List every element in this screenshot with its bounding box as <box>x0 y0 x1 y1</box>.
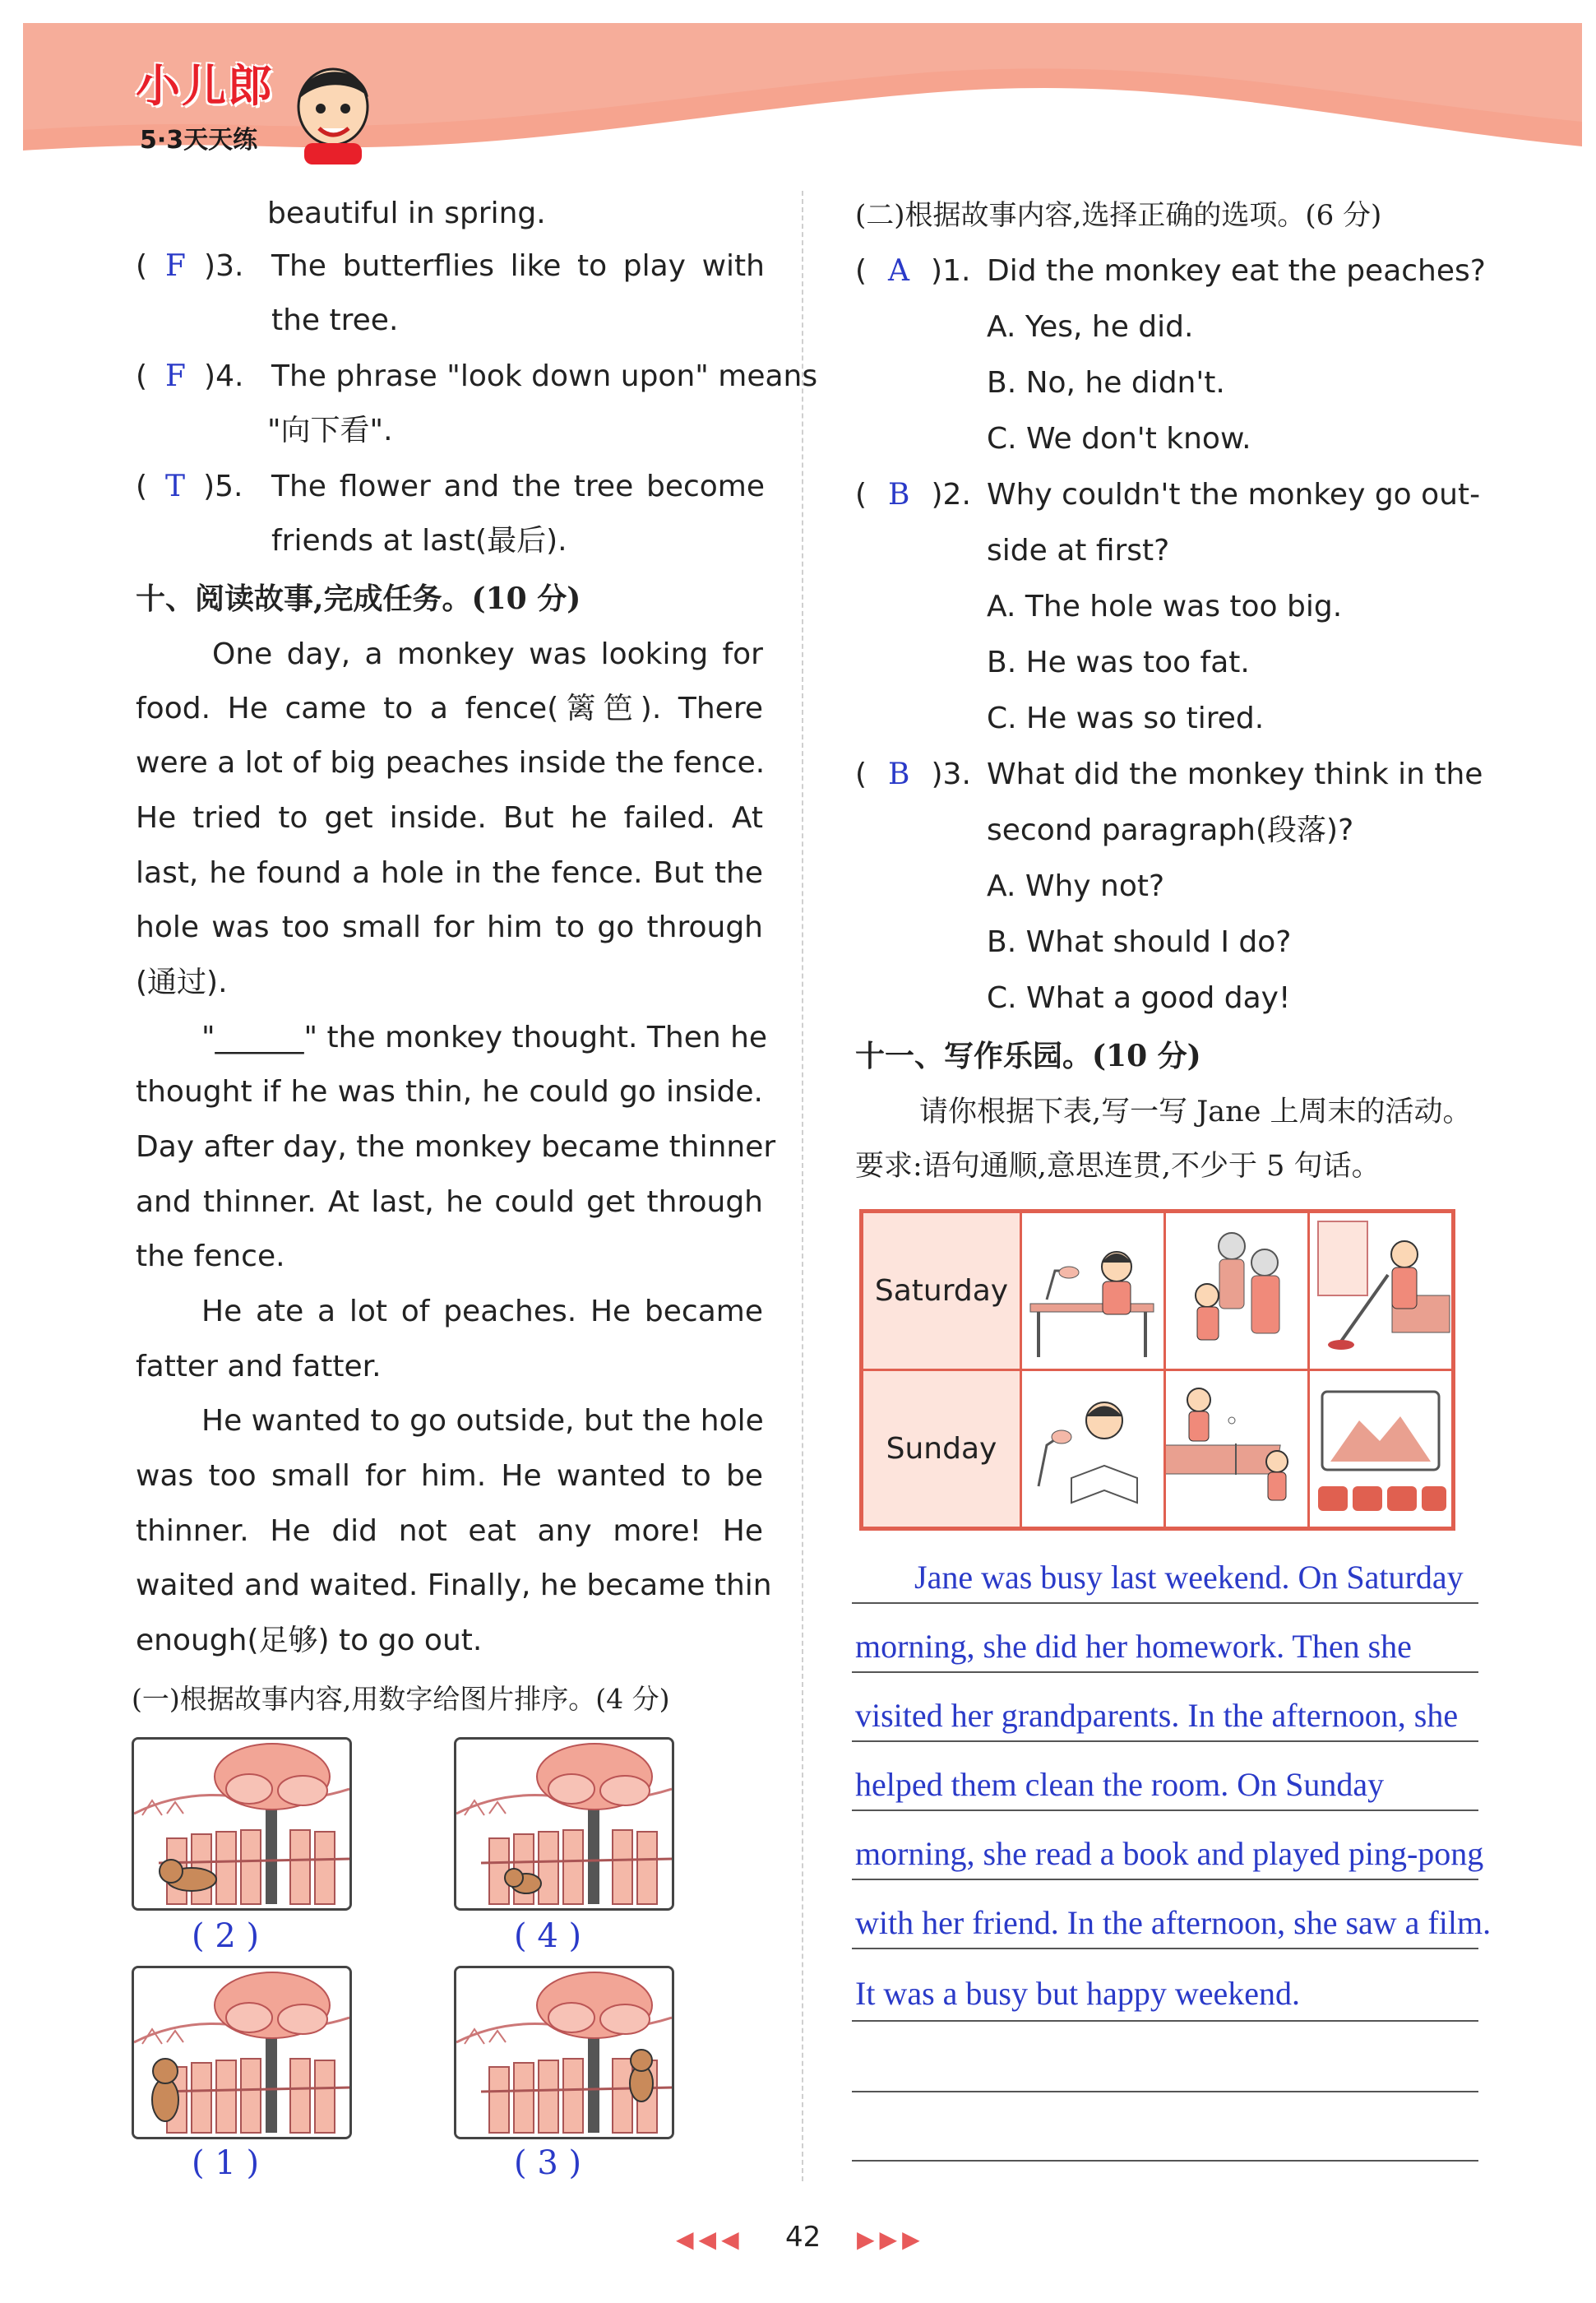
story-line: were a lot of big peaches inside the fence. <box>136 746 766 780</box>
tf-number: )3. <box>204 249 244 283</box>
mc-question-text-cont: side at first? <box>987 534 1170 568</box>
q2-continued-text: beautiful in spring. <box>267 197 546 230</box>
story-picture <box>454 1966 674 2139</box>
story-picture <box>132 1966 352 2139</box>
picture-order-label[interactable]: ( 4 ) <box>514 1917 582 1955</box>
writing-line[interactable]: It was a busy but happy weekend. <box>855 1975 1300 2012</box>
mc-question-text: What did the monkey think in the <box>987 758 1483 791</box>
next-arrows-icon: ▶▶▶ <box>857 2226 925 2253</box>
writing-rule <box>852 1879 1478 1880</box>
activity-cell <box>1165 1370 1309 1529</box>
story-line: He tried to get inside. But he failed. At <box>136 801 763 835</box>
monkey-icon <box>630 2050 653 2101</box>
mc-number: )1. <box>931 254 971 288</box>
tf-question: The butterflies like to play with <box>271 249 765 283</box>
writing-rule <box>852 2091 1478 2092</box>
ping-pong-icon <box>1166 1371 1307 1523</box>
homework-icon <box>1022 1213 1163 1365</box>
day-cell: Sunday <box>862 1370 1021 1529</box>
section-11-title: 十一、写作乐园。(10 分) <box>855 1039 1201 1073</box>
mc-option[interactable]: C. He was so tired. <box>987 702 1265 735</box>
writing-line[interactable]: visited her grandparents. In the afternoon, she <box>855 1697 1459 1734</box>
mc-answer[interactable]: A <box>888 254 910 288</box>
writing-rule <box>852 1948 1478 1949</box>
day-cell: Saturday <box>862 1212 1021 1370</box>
writing-rule <box>852 2020 1478 2022</box>
writing-rule <box>852 2160 1478 2162</box>
table-row <box>862 1212 1454 1370</box>
writing-instructions: 请你根据下表,写一写 Jane 上周末的活动。 <box>919 1096 1472 1128</box>
column-divider <box>802 191 803 2181</box>
activity-cell <box>1165 1212 1309 1370</box>
brand-logo: 小儿郎 <box>136 60 274 112</box>
activity-cell <box>1021 1212 1165 1370</box>
page-number: 42 <box>785 2221 821 2254</box>
tf-question-cont: the tree. <box>271 304 399 337</box>
story-line: (通过). <box>136 966 228 999</box>
writing-line[interactable]: morning, she read a book and played ping-pong <box>855 1835 1484 1872</box>
tf-number: )5. <box>203 470 243 503</box>
mc-number: )3. <box>931 758 971 791</box>
grandparents-icon <box>1166 1213 1307 1365</box>
mc-question-text: Did the monkey eat the peaches? <box>987 254 1486 288</box>
cleaning-icon <box>1310 1213 1451 1365</box>
monkey-icon <box>152 2059 178 2121</box>
story-line: He ate a lot of peaches. He became <box>201 1295 763 1328</box>
picture-order-label[interactable]: ( 2 ) <box>192 1917 260 1955</box>
tf-question: The phrase "look down upon" means <box>271 359 818 393</box>
writing-rule <box>852 1602 1478 1604</box>
mc-option[interactable]: A. The hole was too big. <box>987 590 1343 623</box>
story-picture <box>454 1737 674 1911</box>
task-2-title: (二)根据故事内容,选择正确的选项。(6 分) <box>855 199 1382 232</box>
reading-icon <box>1022 1371 1163 1523</box>
writing-line[interactable]: Jane was busy last weekend. On Saturday <box>914 1559 1464 1596</box>
monkey-squeezing-picture <box>456 1740 672 1908</box>
mc-option[interactable]: A. Yes, he did. <box>987 310 1194 344</box>
monkey-in-tree-picture <box>456 1968 672 2137</box>
story-line: food. He came to a fence(篱笆). There <box>136 692 763 725</box>
tf-question-cont: friends at last(最后). <box>271 524 567 558</box>
monkey-lying-picture <box>134 1740 349 1908</box>
writing-line[interactable]: helped them clean the room. On Sunday <box>855 1766 1385 1803</box>
writing-rule <box>852 1671 1478 1673</box>
activity-table <box>859 1209 1455 1531</box>
story-line: One day, a monkey was looking for <box>212 637 763 671</box>
writing-line[interactable]: with her friend. In the afternoon, she saw a film. <box>855 1904 1492 1941</box>
story-line: thinner. He did not eat any more! He <box>136 1514 763 1548</box>
mc-question-text-cont: second paragraph(段落)? <box>987 813 1354 847</box>
story-line-blank[interactable]: "______" the monkey thought. Then he <box>201 1021 768 1054</box>
mc-question-text: Why couldn't the monkey go out- <box>987 478 1481 512</box>
section-10-title: 十、阅读故事,完成任务。(10 分) <box>136 582 581 616</box>
mc-answer[interactable]: B <box>888 478 910 512</box>
writing-requirements: 要求:语句通顺,意思连贯,不少于 5 句话。 <box>855 1150 1381 1183</box>
mc-option[interactable]: B. What should I do? <box>987 925 1292 959</box>
series-name: 5·3天天练 <box>140 126 258 155</box>
story-line: fatter and fatter. <box>136 1350 382 1383</box>
task-1-title: (一)根据故事内容,用数字给图片排序。(4 分) <box>132 1683 670 1715</box>
story-line: Day after day, the monkey became thinner <box>136 1130 776 1164</box>
story-line: enough(足够) to go out. <box>136 1624 483 1657</box>
activity-cell <box>1021 1370 1165 1529</box>
story-line: was too small for him. He wanted to be <box>136 1459 763 1493</box>
story-line: waited and waited. Finally, he became thin <box>136 1569 772 1602</box>
activity-cell <box>1309 1370 1454 1529</box>
mc-option[interactable]: B. No, he didn't. <box>987 366 1225 400</box>
story-line: the fence. <box>136 1240 285 1273</box>
tf-answer[interactable]: F <box>165 249 187 283</box>
writing-line[interactable]: morning, she did her homework. Then she <box>855 1628 1412 1665</box>
story-line: and thinner. At last, he could get through <box>136 1185 763 1219</box>
tf-answer[interactable]: F <box>165 359 187 393</box>
tf-answer[interactable]: T <box>165 470 186 503</box>
activity-cell <box>1309 1212 1454 1370</box>
monkey-outside-picture <box>134 1968 349 2137</box>
mc-answer[interactable]: B <box>888 758 910 791</box>
mc-option[interactable]: B. He was too fat. <box>987 646 1250 679</box>
tf-question-cont: "向下看". <box>267 414 393 447</box>
writing-rule <box>852 1740 1478 1742</box>
story-line: thought if he was thin, he could go inside. <box>136 1075 763 1109</box>
mc-number: )2. <box>931 478 971 512</box>
cinema-icon <box>1310 1371 1451 1523</box>
mc-option[interactable]: A. Why not? <box>987 869 1165 903</box>
picture-order-label[interactable]: ( 1 ) <box>192 2144 260 2182</box>
story-picture <box>132 1737 352 1911</box>
story-line: last, he found a hole in the fence. But the <box>136 856 763 890</box>
tf-number: )4. <box>204 359 244 393</box>
mc-option[interactable]: C. What a good day! <box>987 981 1291 1015</box>
prev-arrows-icon: ◀◀◀ <box>676 2226 744 2253</box>
table-row <box>862 1370 1454 1529</box>
mascot-boy-icon <box>288 58 378 164</box>
mc-option[interactable]: C. We don't know. <box>987 422 1251 456</box>
story-line: He wanted to go outside, but the hole <box>201 1404 764 1438</box>
picture-order-label[interactable]: ( 3 ) <box>514 2144 582 2182</box>
writing-rule <box>852 1810 1478 1811</box>
story-line: hole was too small for him to go through <box>136 911 763 944</box>
tf-question: The flower and the tree become <box>271 470 765 503</box>
